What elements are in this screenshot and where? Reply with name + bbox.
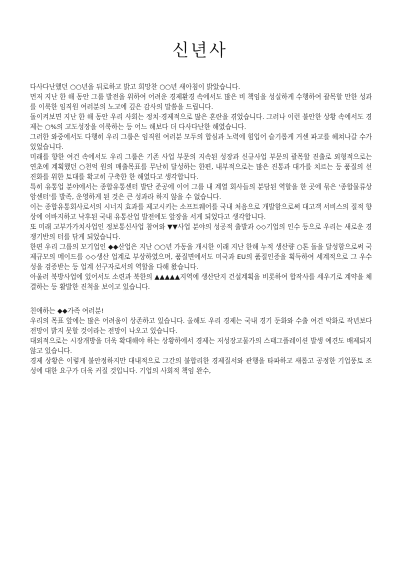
page-title: 신년사 — [172, 41, 228, 61]
paragraph: 미래를 향한 여건 속에서도 우리 그룹은 기존 사업 부문의 지속된 성장과 신규사업 부문의 괄목할 진출로 외형적으로는 연초에 계획했던 ○천억 원의 매출목표를 무난히 달성하는 한편, 내부적으로는 많은 진통과 대가를 치르는 등 품질의 선진화를 위한 토대를 확고히 구축한 한 해였다고 생각합니다. — [30, 153, 372, 181]
paragraph: 경제 상황은 이렇게 불안정하지만 대내적으로 그간의 불합리한 경제질서와 관행을 타파하고 새롭고 공정한 기업풍토 조성에 대한 요구가 더욱 커질 것입니다. 기업의 사회적 책임 완수, — [30, 357, 372, 375]
paragraph: 먼저 지난 한 해 동안 그룹 발전을 위하여 어려운 경제환경 속에서도 많은 비 책임을 성실하게 수행하여 괄목할 만한 성과를 이룩한 임직원 여러분의 노고에 깊은 감사의 말씀을 드립니다. — [30, 93, 372, 111]
paragraph: 한편 우리 그룹의 모기업인 ◆◆산업은 지난 ○○년 가동을 개시한 이래 지난 한해 누적 생산량 ○톤 돌을 달성함으로써 국제규모의 메이드를 ◇◇생산 업계로 부상하였으며, 품질면에서도 미국과 EU의 품질인증을 획득하여 세계적으로 그 우수성을 검증받는 등 업계 선구자로서의 역할을 다해 왔습니다. — [30, 243, 372, 271]
paragraph: 돌이켜보면 지난 한 해 동안 우리 사회는 정치·경제적으로 많은 혼란을 겪었습니다. 그러나 이런 불안한 상황 속에서도 경제는 ○%의 고도성장을 이룩하는 등 어느 해보다 더 다사다난한 해였습니다. — [30, 113, 372, 131]
section-gap — [30, 292, 372, 306]
paragraph: 또 미래 고부가가치사업인 정보통신사업 참여와 ▼▼사업 분야의 성공적 출발과 ◇◇기업의 인수 등으로 우리는 새로운 경쟁기반의 터를 닦게 되었습니다. — [30, 223, 372, 241]
paragraph: 우리의 목표 앞에는 많은 어려움이 상존하고 있습니다. 올해도 우리 경제는 국내 경기 둔화와 수출 여건 악화로 작년보다 전망이 밝지 못할 것이라는 전망이 나오고 있습니다. — [30, 317, 372, 335]
paragraph-greeting: 친애하는 ◆◆가족 여러분! — [30, 307, 104, 315]
paragraph: 이는 종합유통회사로서의 시너지 효과를 제고시키는 소프트웨어를 국내 처음으로 개발함으로써 대고객 서비스의 질적 향상에 이바지하고 낙후된 국내 유통산업 발전에도 앞장을 서게 되었다고 생각합니다. — [30, 203, 372, 221]
paragraph: 특히 유통업 분야에서는 종합유통센터 발단 준공에 이어 그룹 내 계열 회사들의 분담된 역할을 한 곳에 묶은 '종합물류상암센터'를 발족, 운영하게 된 것은 큰 성과라 하지 않을 수 없습니다. — [30, 183, 372, 201]
body-text — [30, 82, 372, 376]
paragraph: 그러한 와중에서도 다행히 우리 그룹은 임직원 여러분 모두의 합심과 노력에 힘입어 슬기롭게 거센 파고를 헤쳐나갈 수가 있었습니다. — [30, 133, 372, 151]
paragraph: 다사다난했던 ○○년을 뒤로하고 밝고 희망찬 ○○년 새아침이 밝았습니다. — [30, 83, 241, 91]
paragraph: 대외적으로는 시장개방을 더욱 확대해야 하는 상황하에서 경제는 저성장고물가의 스태그플레이션 발생 예견도 배제되지 않고 있습니다. — [30, 337, 372, 355]
paragraph: 아울러 북방사업에 있어서도 소련과 북한의 ▲▲▲▲▲지역에 생산단지 건설계획을 비롯하여 합작사를 세우기로 계약을 체결하는 등 활발한 진척을 보이고 있습니다. — [30, 273, 372, 291]
